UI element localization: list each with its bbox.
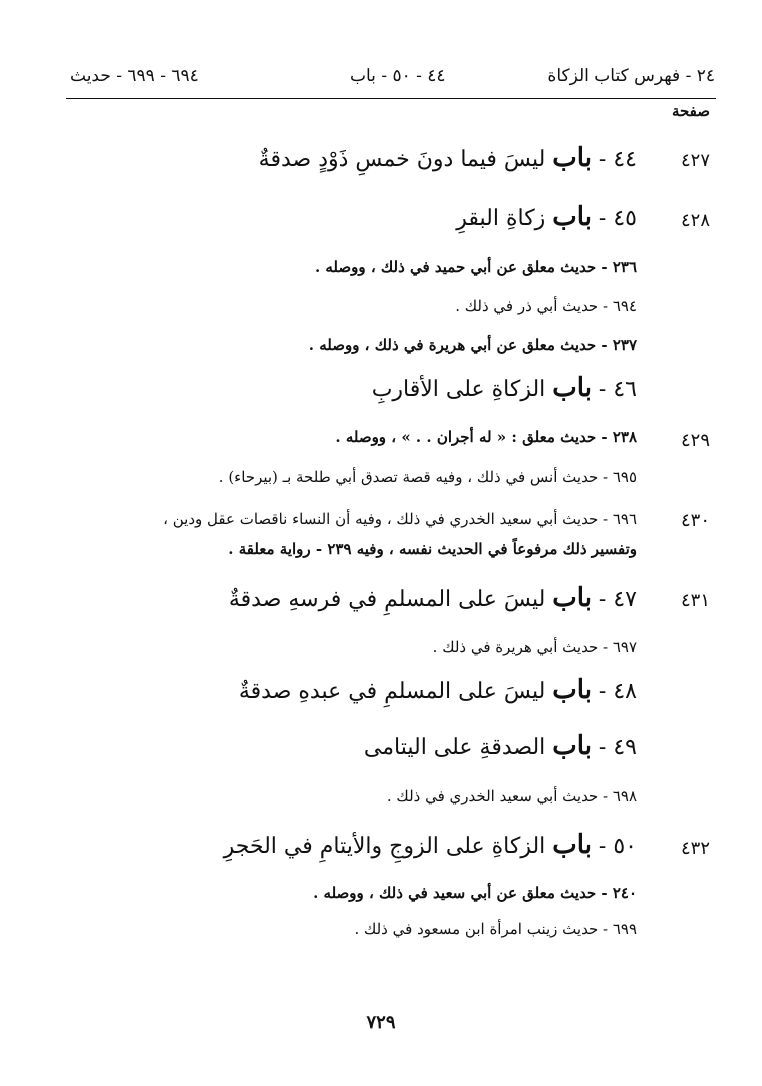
bab-heading: ٤٥ - باب زكاةِ البقرِ <box>456 202 637 232</box>
hadith-entry: ٦٩٩ - حديث زينب امرأة ابن مسعود في ذلك . <box>354 920 637 938</box>
hadith-entry: ٢٣٨ - حديث معلق : « له أجران . . » ، ووصله . <box>335 428 637 446</box>
bab-heading: ٤٩ - باب الصدقةِ على اليتامى <box>363 731 637 761</box>
page-number: ٧٢٩ <box>366 1012 396 1033</box>
bab-heading: ٤٦ - باب الزكاةِ على الأقاربِ <box>371 373 637 403</box>
header-chapter: ٢٤ - فهرس كتاب الزكاة <box>547 66 715 86</box>
hadith-entry: ٢٣٧ - حديث معلق عن أبي هريرة في ذلك ، ووصله . <box>308 336 637 354</box>
bab-heading: ٥٠ - باب الزكاةِ على الزوجِ والأيتامِ في الحَجرِ <box>223 830 637 860</box>
page-ref: ٤٢٧ <box>680 150 710 171</box>
page-ref: ٤٣٢ <box>680 838 710 859</box>
header-rule <box>66 98 716 99</box>
header-hadith-range: ٦٩٤ - ٦٩٩ - حديث <box>70 66 199 86</box>
page-ref: ٤٢٩ <box>680 430 710 451</box>
page-ref: ٤٣٠ <box>680 510 710 531</box>
hadith-entry: ٢٤٠ - حديث معلق عن أبي سعيد في ذلك ، ووصله . <box>313 884 637 902</box>
page-ref: ٤٣١ <box>680 590 710 611</box>
page-ref: ٤٢٨ <box>680 210 710 231</box>
page-column-label: صفحة <box>671 102 710 120</box>
running-header <box>70 66 715 92</box>
hadith-entry: ٦٩٦ - حديث أبي سعيد الخدري في ذلك ، وفيه أن النساء ناقصات عقل ودين ، <box>163 510 637 528</box>
hadith-entry-continued: وتفسير ذلك مرفوعاً في الحديث نفسه ، وفيه ٢٣٩ - رواية معلقة . <box>228 540 637 558</box>
header-bab-range: ٤٤ - ٥٠ - باب <box>350 66 446 86</box>
hadith-entry: ٦٩٧ - حديث أبي هريرة في ذلك . <box>432 638 637 656</box>
hadith-entry: ٢٣٦ - حديث معلق عن أبي حميد في ذلك ، ووصله . <box>314 258 637 276</box>
hadith-entry: ٦٩٤ - حديث أبي ذر في ذلك . <box>455 297 637 315</box>
bab-heading: ٤٨ - باب ليسَ على المسلمِ في عبدهِ صدقةٌ <box>238 675 637 705</box>
hadith-entry: ٦٩٨ - حديث أبي سعيد الخدري في ذلك . <box>386 787 637 805</box>
bab-heading: ٤٤ - باب ليسَ فيما دونَ خمسِ ذَوْدٍ صدقةٌ <box>258 143 637 173</box>
hadith-entry: ٦٩٥ - حديث أنس في ذلك ، وفيه قصة تصدق أبي طلحة بـ (بيرحاء) . <box>218 468 637 486</box>
bab-heading: ٤٧ - باب ليسَ على المسلمِ في فرسهِ صدقةٌ <box>228 583 637 613</box>
